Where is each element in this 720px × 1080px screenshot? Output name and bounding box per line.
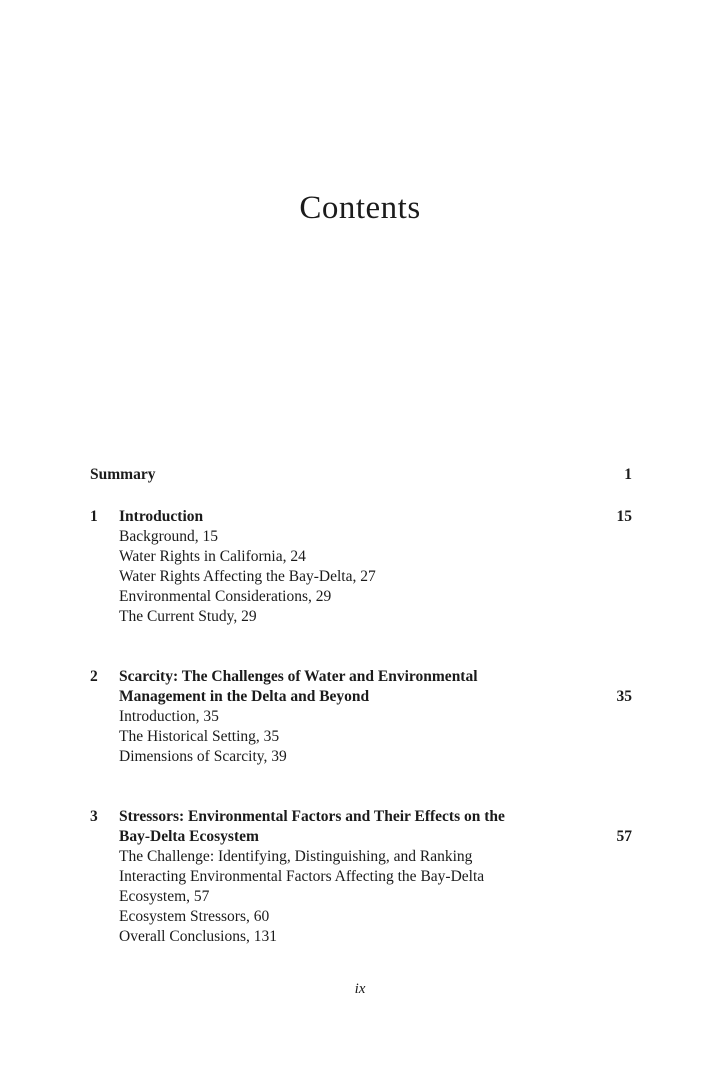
chapter-body — [119, 807, 632, 947]
toc-subsection: Background, 15 — [119, 528, 219, 545]
table-of-contents — [90, 465, 632, 947]
toc-subsection: Interacting Environmental Factors Affecting the Bay-Delta — [119, 868, 485, 885]
page-folio: ix — [354, 981, 366, 997]
chapter-title-line — [119, 507, 632, 527]
chapter-title: Stressors: Environmental Factors and Their Effects on the — [119, 808, 505, 825]
toc-page-number: 35 — [616, 688, 632, 705]
page-title: Contents — [299, 190, 421, 226]
chapter-number: 1 — [90, 508, 98, 525]
chapter-title-continued: Management in the Delta and Beyond — [119, 688, 370, 705]
toc-subsection: The Current Study, 29 — [119, 608, 257, 625]
chapter-title-line — [119, 807, 632, 827]
toc-page-number: 1 — [624, 466, 632, 483]
toc-subsection: Introduction, 35 — [119, 708, 219, 725]
toc-entry-label: Summary — [90, 466, 156, 483]
toc-subsection: Water Rights Affecting the Bay-Delta, 27 — [119, 568, 376, 585]
toc-chapter-3 — [90, 807, 632, 947]
toc-page-number: 15 — [616, 508, 632, 525]
toc-subsection: Ecosystem, 57 — [119, 888, 210, 905]
toc-chapter-2 — [90, 667, 632, 767]
toc-subsection: Environmental Considerations, 29 — [119, 588, 332, 605]
toc-subsection: The Historical Setting, 35 — [119, 728, 280, 745]
chapter-body — [119, 507, 632, 627]
chapter-title: Introduction — [119, 508, 204, 525]
chapter-number: 3 — [90, 808, 98, 825]
toc-subsection: The Challenge: Identifying, Distinguishing, and Ranking — [119, 848, 473, 865]
toc-subsection: Water Rights in California, 24 — [119, 548, 306, 565]
chapter-body — [119, 667, 632, 767]
chapter-title-line — [119, 827, 632, 847]
chapter-title: Scarcity: The Challenges of Water and Environmental — [119, 668, 478, 685]
toc-entry-summary — [90, 465, 632, 485]
toc-subsection: Dimensions of Scarcity, 39 — [119, 748, 287, 765]
toc-subsection: Ecosystem Stressors, 60 — [119, 908, 270, 925]
chapter-number: 2 — [90, 668, 98, 685]
chapter-title-line — [119, 687, 632, 707]
toc-subsection: Overall Conclusions, 131 — [119, 928, 277, 945]
chapter-title-continued: Bay-Delta Ecosystem — [119, 828, 259, 845]
toc-page-number: 57 — [616, 828, 632, 845]
toc-chapter-1 — [90, 507, 632, 627]
chapter-title-line — [119, 667, 632, 687]
